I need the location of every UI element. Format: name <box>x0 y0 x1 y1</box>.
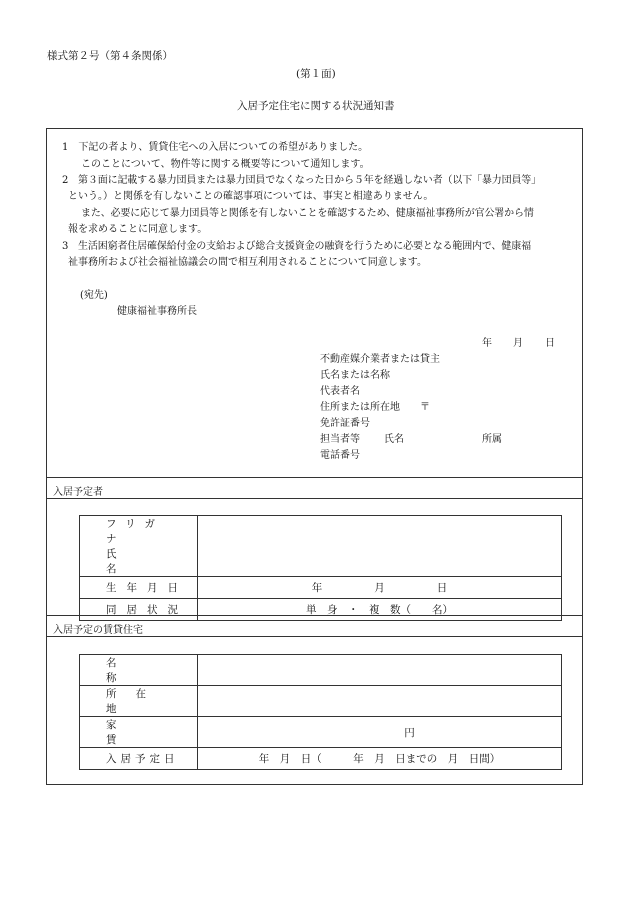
person-in-charge: 担当者等 <box>320 434 360 445</box>
clause-1-line-1: 1 下記の者より、賃貸住宅への入居についての希望がありました。 <box>62 142 369 153</box>
clause-3-line-2: 祉事務所および社会福祉協議会の間で相互利用されることについて同意します。 <box>68 257 427 268</box>
clause-2-line-3: また、必要に応じて暴力団員等と関係を有しないことを確認するため、健康福祉事務所が官公署から情 <box>81 208 534 219</box>
housing-table <box>79 654 562 770</box>
divider <box>46 615 583 616</box>
housing-name-label: 名称 <box>80 655 198 686</box>
rent-label: 家賃 <box>80 717 198 748</box>
date-day: 日 <box>545 338 555 349</box>
clause-3-line-1: 3 生活困窮者住居確保給付金の支給および総合支援資金の融資を行うために必要となる範囲内で、健康福 <box>62 241 531 252</box>
dept-label: 所属 <box>482 434 502 445</box>
person-name-label: 氏名 <box>384 434 404 445</box>
name-label: 氏名 <box>106 548 165 575</box>
move-in-label: 入居予定日 <box>80 748 198 770</box>
sender-type: 不動産媒介業者または貸主 <box>320 354 440 365</box>
addressee-name: 健康福祉事務所長 <box>117 306 197 317</box>
rent-value[interactable]: 円 <box>198 717 562 748</box>
section-housing-heading: 入居予定の賃貸住宅 <box>53 625 143 636</box>
furigana-name-label-cell <box>80 516 198 577</box>
furigana-label: フリガナ <box>106 518 164 545</box>
sender-address: 住所または所在地 <box>320 402 400 413</box>
clause-1-line-2: このことについて、物件等に関する概要等について通知します。 <box>81 159 370 170</box>
sender-license: 免許証番号 <box>320 418 370 429</box>
clause-2-line-1: 2 第３面に記載する暴力団員または暴力団員でなくなった日から５年を経過しない者（以下「暴力団員等」 <box>62 175 542 186</box>
dob-label: 生年月日 <box>80 577 198 599</box>
form-number: 様式第２号（第４条関係） <box>47 50 173 62</box>
divider <box>46 636 583 637</box>
date-year: 年 <box>482 338 492 349</box>
date-month: 月 <box>513 338 523 349</box>
name-value[interactable] <box>198 516 562 577</box>
resident-table <box>79 515 562 621</box>
addressee-label: (宛先) <box>80 290 108 301</box>
divider <box>46 498 583 499</box>
page-title: 入居予定住宅に関する状況通知書 <box>237 100 395 112</box>
divider <box>46 477 583 478</box>
sender-rep: 代表者名 <box>320 386 360 397</box>
housing-address-value[interactable] <box>198 686 562 717</box>
dob-value[interactable]: 年 月 日 <box>198 577 562 599</box>
housing-address-label: 所在地 <box>80 686 198 717</box>
move-in-value[interactable]: 年 月 日（ 年 月 日までの 月 日間） <box>198 748 562 770</box>
postal-mark: 〒 <box>420 402 430 413</box>
housing-name-value[interactable] <box>198 655 562 686</box>
sender-phone: 電話番号 <box>320 450 360 461</box>
sender-name: 氏名または名称 <box>320 370 390 381</box>
section-resident-heading: 入居予定者 <box>53 487 103 498</box>
cohab-value[interactable]: 単 身 ・ 複 数（ 名） <box>198 599 562 621</box>
clause-2-line-2: という。）と関係を有しないことの確認事項については、事実と相違ありません。 <box>68 191 434 202</box>
clause-2-line-4: 報を求めることに同意します。 <box>68 224 208 235</box>
page-marker: (第１面) <box>296 68 336 80</box>
cohab-label: 同居状況 <box>80 599 198 621</box>
